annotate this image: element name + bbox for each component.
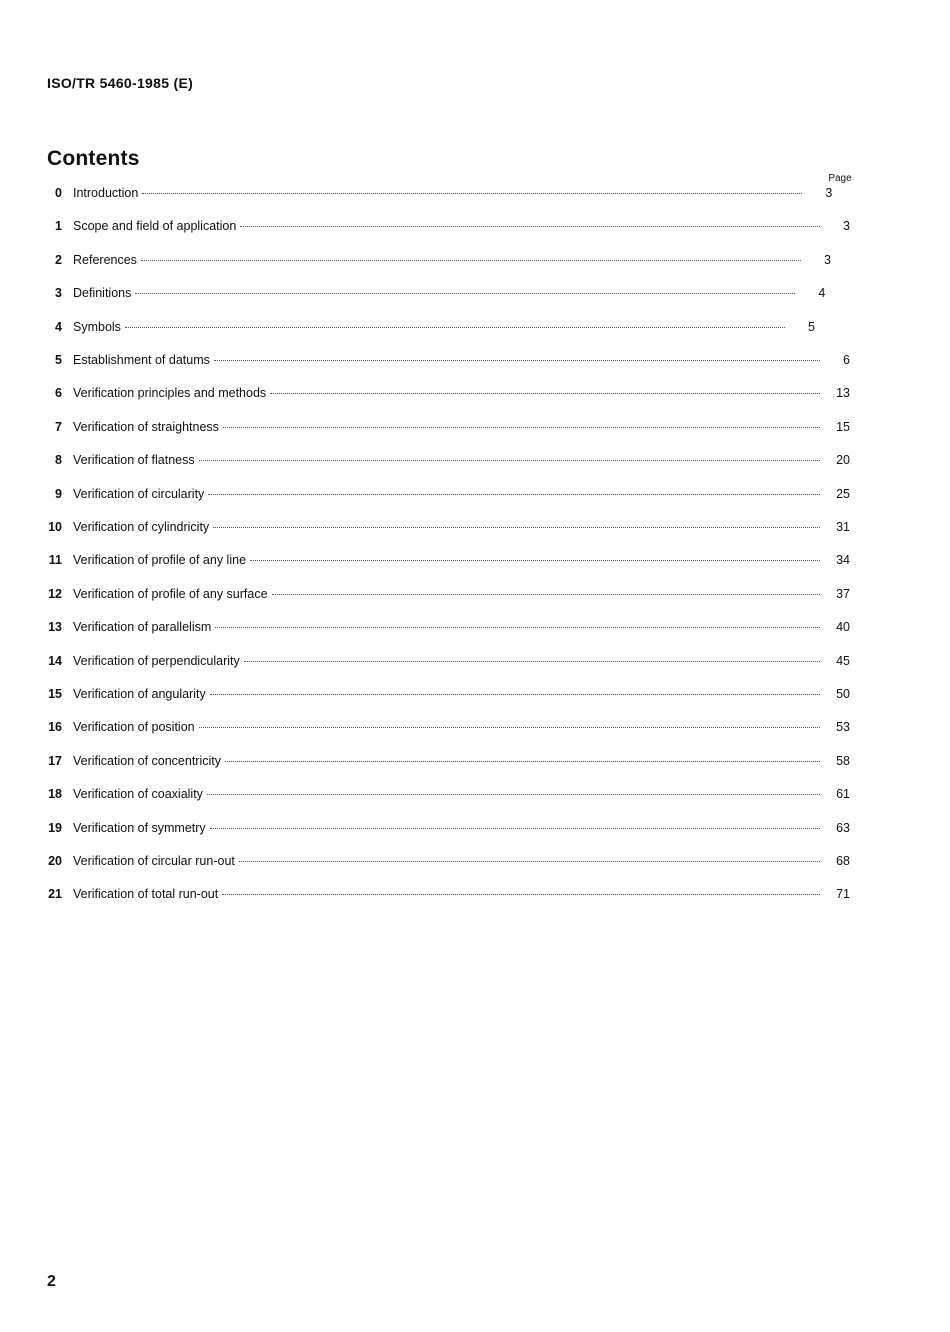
toc-entry-number: 8 — [55, 453, 62, 468]
toc-entry[interactable] — [40, 754, 860, 774]
toc-entry-page: 5 — [807, 319, 815, 334]
toc-entry-page: 15 — [836, 419, 850, 434]
toc-entry-title: Symbols — [73, 319, 121, 334]
toc-entry-number: 17 — [48, 753, 62, 768]
toc-entry-title: Verification of profile of any line — [73, 553, 247, 568]
toc-entry-number: 6 — [55, 386, 62, 401]
dot-leader — [142, 193, 802, 194]
toc-entry-title: Verification of straightness — [73, 419, 219, 434]
toc-entry-title: Verification of cylindricity — [73, 520, 210, 534]
toc-entry[interactable] — [40, 286, 860, 306]
dot-leader — [199, 727, 820, 728]
toc-entry-page: 40 — [836, 620, 850, 635]
page-column-label: Page — [828, 173, 852, 184]
dot-leader — [214, 360, 820, 361]
toc-entry-number: 14 — [48, 653, 62, 668]
dot-leader — [208, 494, 820, 495]
toc-entry-number: 21 — [48, 887, 62, 902]
toc-entry[interactable] — [40, 720, 860, 740]
toc-entry-page: 3 — [825, 186, 833, 200]
toc-entry-number: 1 — [55, 219, 62, 234]
toc-entry-title: Verification principles and methods — [73, 386, 267, 401]
toc-entry-page: 53 — [836, 720, 850, 735]
dot-leader — [207, 794, 820, 795]
toc-entry-page: 3 — [823, 252, 831, 267]
toc-entry-title: References — [73, 252, 137, 267]
toc-entry-title: Verification of perpendicularity — [73, 653, 240, 668]
dot-leader — [223, 427, 820, 428]
toc-entry[interactable] — [40, 420, 860, 440]
dot-leader — [270, 393, 820, 394]
toc-entry-page: 68 — [836, 854, 850, 868]
dot-leader — [240, 226, 820, 227]
dot-leader — [125, 327, 785, 328]
toc-entry[interactable] — [40, 620, 860, 640]
toc-entry-title: Verification of coaxiality — [73, 787, 203, 802]
toc-entry-number: 20 — [48, 854, 62, 868]
toc-entry-page: 71 — [836, 887, 850, 902]
dot-leader — [222, 894, 820, 895]
toc-entry-number: 7 — [55, 419, 62, 434]
toc-entry[interactable] — [40, 453, 860, 473]
dot-leader — [250, 560, 820, 561]
toc-entry-number: 18 — [48, 787, 62, 802]
toc-entry-page: 13 — [836, 386, 850, 401]
toc-entry-page: 45 — [836, 653, 850, 668]
toc-entry[interactable] — [40, 553, 860, 573]
toc-entry-title: Introduction — [73, 186, 139, 200]
toc-entry[interactable] — [40, 386, 860, 406]
toc-entry-title: Verification of total run-out — [73, 887, 219, 902]
dot-leader — [135, 293, 795, 294]
toc-entry-title: Establishment of datums — [73, 353, 210, 367]
toc-entry-title: Verification of position — [73, 720, 195, 735]
toc-entry[interactable] — [40, 587, 860, 607]
toc-entry-page: 63 — [836, 820, 850, 835]
toc-entry-page: 58 — [836, 753, 850, 768]
toc-entry-page: 6 — [843, 353, 850, 367]
toc-entry-page: 34 — [836, 553, 850, 568]
page-number: 2 — [47, 1273, 56, 1290]
toc-entry-title: Verification of circularity — [73, 486, 205, 501]
toc-entry-title: Verification of angularity — [73, 687, 206, 701]
toc-entry[interactable] — [40, 687, 860, 707]
toc-entry-title: Verification of circular run-out — [73, 854, 235, 868]
toc-entry[interactable] — [40, 253, 860, 273]
toc-entry-page: 20 — [836, 453, 850, 468]
toc-entry-title: Verification of concentricity — [73, 753, 221, 768]
dot-leader — [213, 527, 820, 528]
dot-leader — [244, 661, 820, 662]
toc-entry-number: 5 — [55, 353, 62, 367]
toc-entry-number: 9 — [55, 486, 62, 501]
toc-entry-number: 19 — [48, 820, 62, 835]
toc-entry-number: 16 — [48, 720, 62, 735]
dot-leader — [225, 761, 820, 762]
dot-leader — [210, 828, 820, 829]
toc-entry[interactable] — [40, 821, 860, 841]
dot-leader — [199, 460, 820, 461]
toc-entry-page: 31 — [836, 520, 850, 534]
toc-entry-title: Definitions — [73, 286, 132, 301]
toc-entry-page: 25 — [836, 486, 850, 501]
toc-entry[interactable] — [40, 353, 860, 373]
toc-entry[interactable] — [40, 487, 860, 507]
toc-entry-page: 3 — [843, 219, 850, 234]
toc-entry-number: 2 — [55, 252, 62, 267]
dot-leader — [141, 260, 801, 261]
toc-entry-number: 0 — [55, 186, 62, 200]
dot-leader — [272, 594, 820, 595]
toc-entry[interactable] — [40, 320, 860, 340]
toc-entry-title: Verification of symmetry — [73, 820, 206, 835]
toc-entry[interactable] — [40, 219, 860, 239]
dot-leader — [215, 627, 820, 628]
toc-entry[interactable] — [40, 520, 860, 540]
toc-entry-number: 3 — [55, 286, 62, 301]
document-id-header: ISO/TR 5460-1985 (E) — [47, 75, 194, 91]
toc-entry-page: 4 — [818, 286, 826, 301]
toc-entry-number: 4 — [55, 319, 62, 334]
toc-entry-number: 13 — [48, 620, 62, 635]
toc-entry-number: 11 — [48, 553, 62, 568]
toc-entry[interactable] — [40, 654, 860, 674]
toc-entry-title: Verification of parallelism — [73, 620, 212, 635]
dot-leader — [210, 694, 820, 695]
toc-entry-number: 12 — [48, 586, 62, 601]
toc-entry-number: 15 — [48, 687, 62, 701]
toc-entry-number: 10 — [48, 520, 62, 534]
toc-entry-title: Scope and field of application — [73, 219, 237, 234]
toc-entry-page: 61 — [836, 787, 850, 802]
toc-entry[interactable] — [40, 186, 860, 206]
toc-entry-page: 50 — [836, 687, 850, 701]
toc-entry[interactable] — [40, 787, 860, 807]
toc-entry-page: 37 — [836, 586, 850, 601]
toc-entry-title: Verification of profile of any surface — [73, 586, 268, 601]
dot-leader — [239, 861, 820, 862]
toc-entry-title: Verification of flatness — [73, 453, 195, 468]
toc-entry[interactable] — [40, 854, 860, 874]
toc-entry[interactable] — [40, 887, 860, 907]
contents-heading: Contents — [47, 147, 140, 170]
